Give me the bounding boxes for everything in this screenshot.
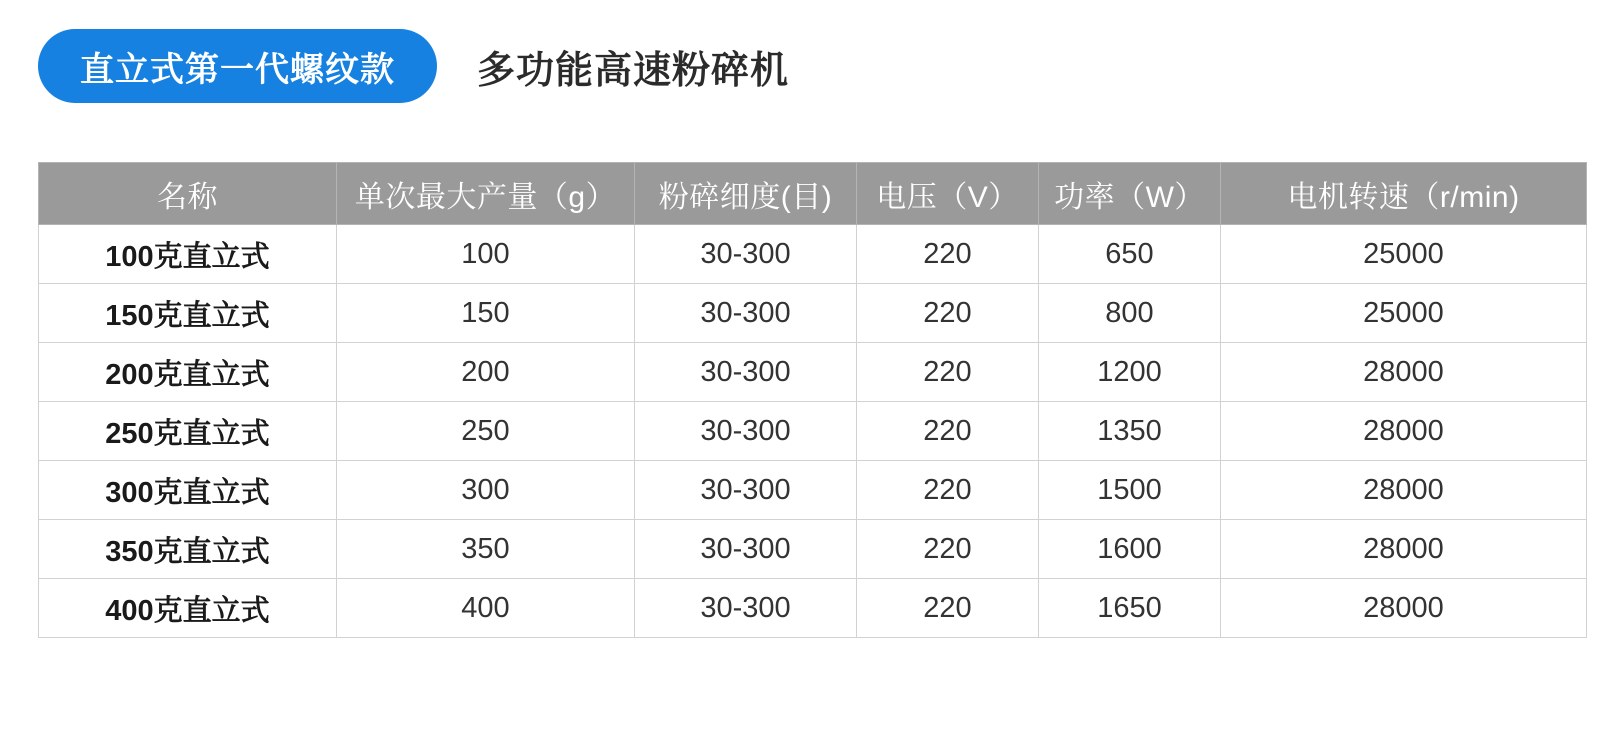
cell-power: 1350 [1039,402,1221,461]
cell-voltage: 220 [857,343,1039,402]
table-row [39,461,1587,520]
cell-name: 350克直立式 [39,520,337,579]
cell-voltage: 220 [857,579,1039,638]
cell-voltage: 220 [857,284,1039,343]
cell-power: 1500 [1039,461,1221,520]
spec-table-container [38,162,1586,638]
cell-speed: 28000 [1221,579,1587,638]
cell-name: 250克直立式 [39,402,337,461]
cell-name: 150克直立式 [39,284,337,343]
spec-table-body [39,225,1587,638]
cell-name: 100克直立式 [39,225,337,284]
table-header-row [39,163,1587,225]
table-row [39,343,1587,402]
table-row [39,402,1587,461]
spec-table [38,162,1587,638]
cell-speed: 25000 [1221,284,1587,343]
cell-fineness: 30-300 [635,284,857,343]
cell-output: 400 [337,579,635,638]
cell-power: 1200 [1039,343,1221,402]
cell-fineness: 30-300 [635,579,857,638]
table-row [39,225,1587,284]
cell-voltage: 220 [857,520,1039,579]
cell-output: 250 [337,402,635,461]
table-row [39,579,1587,638]
column-header-name: 名称 [39,163,337,225]
column-header-output: 单次最大产量（g） [337,163,635,225]
cell-power: 650 [1039,225,1221,284]
product-series-badge: 直立式第一代螺纹款 [38,29,437,103]
column-header-voltage: 电压（V） [857,163,1039,225]
column-header-speed: 电机转速（r/min) [1221,163,1587,225]
cell-output: 150 [337,284,635,343]
cell-fineness: 30-300 [635,225,857,284]
cell-voltage: 220 [857,225,1039,284]
cell-fineness: 30-300 [635,520,857,579]
page-header [0,0,1620,104]
cell-fineness: 30-300 [635,402,857,461]
cell-output: 350 [337,520,635,579]
cell-voltage: 220 [857,402,1039,461]
cell-name: 400克直立式 [39,579,337,638]
cell-output: 200 [337,343,635,402]
cell-fineness: 30-300 [635,461,857,520]
cell-name: 200克直立式 [39,343,337,402]
page-title: 多功能高速粉碎机 [477,49,790,92]
cell-output: 100 [337,225,635,284]
cell-power: 800 [1039,284,1221,343]
cell-speed: 28000 [1221,461,1587,520]
spec-table-header [39,163,1587,225]
table-row [39,284,1587,343]
cell-speed: 25000 [1221,225,1587,284]
table-row [39,520,1587,579]
cell-power: 1600 [1039,520,1221,579]
cell-fineness: 30-300 [635,343,857,402]
cell-speed: 28000 [1221,520,1587,579]
cell-speed: 28000 [1221,402,1587,461]
cell-voltage: 220 [857,461,1039,520]
cell-name: 300克直立式 [39,461,337,520]
column-header-power: 功率（W） [1039,163,1221,225]
cell-output: 300 [337,461,635,520]
cell-speed: 28000 [1221,343,1587,402]
column-header-fineness: 粉碎细度(目) [635,163,857,225]
cell-power: 1650 [1039,579,1221,638]
